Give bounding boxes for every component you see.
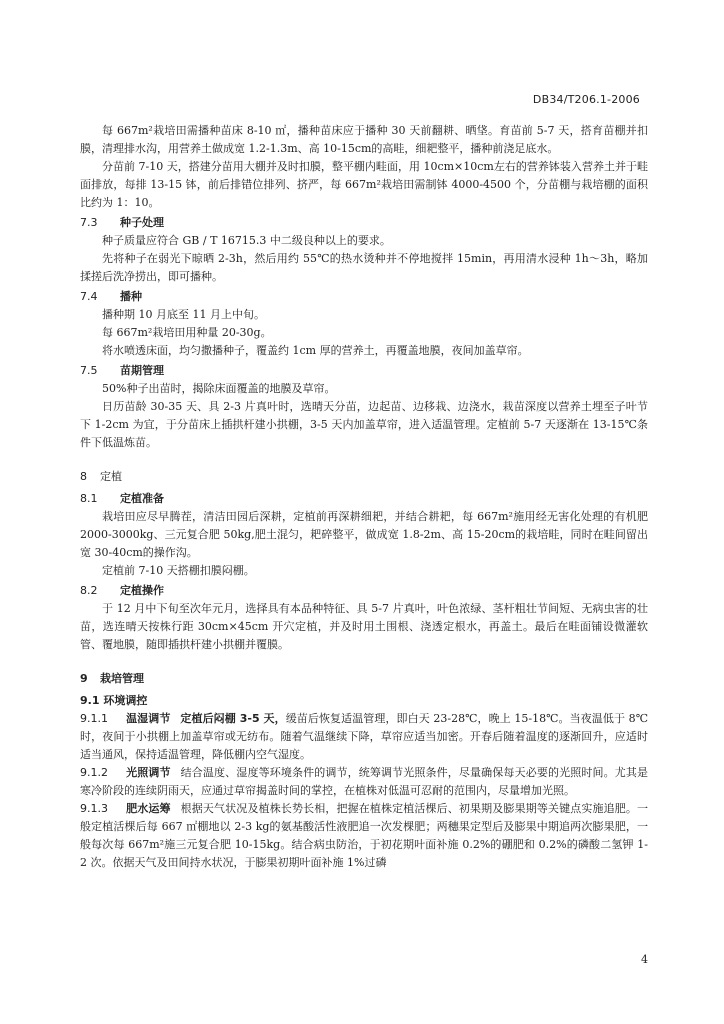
paragraph: 先将种子在弱光下晾晒 2-3h，然后用约 55℃的热水烫种并不停地搅拌 15min，再用清水浸种 1h～3h，略加揉搓后洗净捞出，即可播种。 xyxy=(80,252,648,283)
section-heading-9-1: 9.1 环境调控 xyxy=(80,694,148,707)
standard-code: DB34/T206.1-2006 xyxy=(532,93,640,106)
paragraph: 日历苗龄 30-35 天、具 2-3 片真叶时，选晴天分苗，边起苗、边移栽、边浇水，栽苗深度以营养土埋至子叶节下 1-2cm 为宜，于分苗床上插拱杆建小拱棚，3-5 天内加盖草帘，进入适温管理。定植前 5-7 天逐渐在 13-15℃条件下低温炼苗。 xyxy=(80,400,648,449)
page-number: 4 xyxy=(641,953,648,966)
paragraph: 分苗前 7-10 天，搭建分苗用大棚并及时扣膜，整平棚内畦面，用 10cm×10cm左右的营养钵装入营养土并于畦面排放，每排 13-15 钵，前后排错位排列、挤严，每 667m²栽培田需制钵 4000-4500 个，分苗棚与栽培棚的面积比约为 1：10。 xyxy=(80,160,648,209)
document-body xyxy=(80,122,648,872)
paragraph: 每 667m²栽培田需播种苗床 8-10 ㎡，播种苗床应于播种 30 天前翻耕、晒垡。育苗前 5-7 天，搭育苗棚并扣膜，清理排水沟，用营养土做成宽 1.2-1.3m、高 10-15cm的高畦，细耙整平，播种前浇足底水。 xyxy=(80,124,648,155)
section-heading-8-1: 8.1 定植准备 xyxy=(80,492,164,505)
chapter-heading-9: 9 栽培管理 xyxy=(80,672,144,685)
paragraph: 每 667m²栽培田用种量 20-30g。 xyxy=(102,326,272,339)
section-heading-7-4: 7.4 播种 xyxy=(80,290,142,303)
paragraph: 定植前 7-10 天搭棚扣膜闷棚。 xyxy=(102,564,255,577)
subsection-9-1-3: 9.1.3 肥水运筹 根据天气状况及植株长势长相，把握在植株定植活棵后、初果期及膨果期等关键点实施追肥。一般定植活棵后每 667 ㎡棚地以 2-3 kg的氨基酸活性液肥追一次发棵肥；两穗果定型后及膨果中期追两次膨果肥，一般每次每 667m²施三元复合肥 10-15kg。结合病虫防治，于初花期叶面补施 0.2%的硼肥和 0.2%的磷酸二氢钾 1-2 次。依据天气及田间持水状况，于膨果初期叶面补施 1%过磷 xyxy=(80,802,649,869)
paragraph: 50%种子出苗时，揭除床面覆盖的地膜及草帘。 xyxy=(102,382,336,395)
paragraph: 于 12 月中下旬至次年元月，选择具有本品种特征、具 5-7 片真叶，叶色浓绿、茎杆粗壮节间短、无病虫害的壮苗，选连晴天按株行距 30cm×45cm 开穴定植，并及时用土围根、浇透定根水，再盖土。最后在畦面铺设微灌软管、覆地膜，随即插拱杆建小拱棚并覆膜。 xyxy=(80,602,648,651)
paragraph: 播种期 10 月底至 11 月上中旬。 xyxy=(102,308,265,321)
chapter-heading-8: 8 定植 xyxy=(80,470,122,483)
section-heading-7-5: 7.5 苗期管理 xyxy=(80,364,164,377)
subsection-9-1-2: 9.1.2 光照调节 结合温度、湿度等环境条件的调节，统筹调节光照条件，尽量确保每天必要的光照时间。尤其是寒冷阶段的连续阴雨天，应通过草帘揭盖时间的掌控，在植株对低温可忍耐的范围内，尽量增加光照。 xyxy=(80,766,649,797)
paragraph: 将水喷透床面，均匀撒播种子，覆盖约 1cm 厚的营养土，再覆盖地膜，夜间加盖草帘。 xyxy=(102,344,529,357)
paragraph: 栽培田应尽早腾茬，清洁田园后深耕，定植前再深耕细耙，并结合耕耙，每 667m²施用经无害化处理的有机肥 2000-3000kg、三元复合肥 50kg,肥土混匀，耙碎整平，做成宽 1.8-2m、高 15-20cm的栽培畦，同时在畦间留出宽 30-40cm的操作沟。 xyxy=(80,510,648,559)
section-heading-8-2: 8.2 定植操作 xyxy=(80,584,164,597)
subsection-9-1-1: 9.1.1 温湿调节 定植后闷棚 3-5 天，缓苗后恢复适温管理，即白天 23-28℃，晚上 15-18℃。当夜温低于 8℃时，夜间于小拱棚上加盖草帘或无纺布。随着气温继续下降，草帘应适当加密。开春后随着温度的逐渐回升，应适时适当通风，保持适温管理，降低棚内空气湿度。 xyxy=(80,712,648,761)
section-heading-7-3: 7.3 种子处理 xyxy=(80,216,164,229)
paragraph: 种子质量应符合 GB / T 16715.3 中二级良种以上的要求。 xyxy=(102,234,391,247)
